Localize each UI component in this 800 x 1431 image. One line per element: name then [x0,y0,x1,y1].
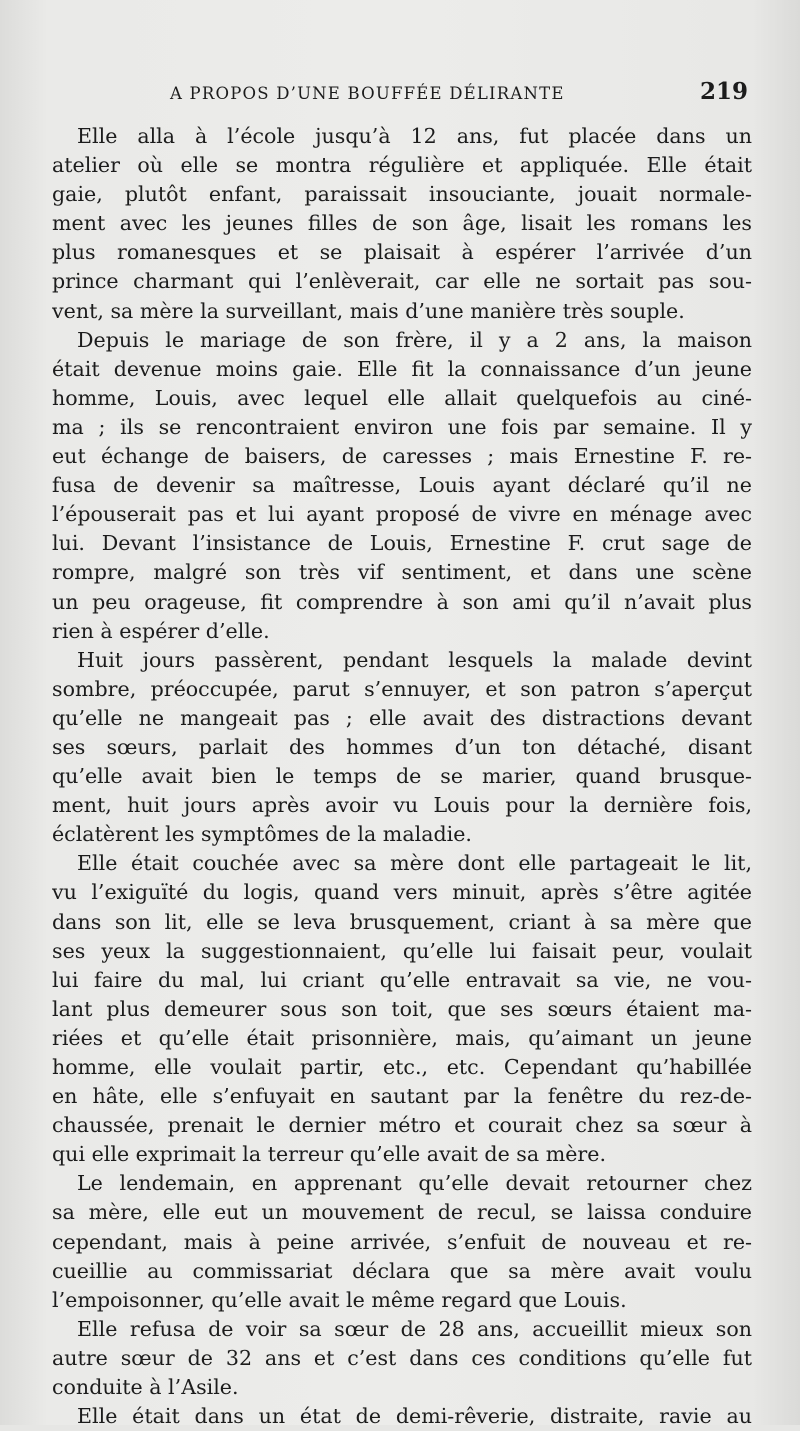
body-text [52,122,752,1431]
text-line: sombre, préoccupée, parut s’ennuyer, et son patron s’aperçut [52,676,752,701]
text-line: était devenue moins gaie. Elle fit la connaissance d’un jeune [52,356,752,381]
text-line: fusa de devenir sa maîtresse, Louis ayant déclaré qu’il ne [52,473,752,498]
text-line: rien à espérer d’elle. [52,618,270,643]
text-line: riées et qu’elle était prisonnière, mais, qu’aimant un jeune [52,1025,752,1050]
page-header [52,78,752,108]
text-line: lant plus demeurer sous son toit, que ses sœurs étaient ma- [52,996,752,1021]
text-line: ment avec les jeunes filles de son âge, lisait les romans les [52,211,752,236]
text-line: chaussée, prenait le dernier métro et courait chez sa sœur à [52,1113,752,1138]
text-line: Elle refusa de voir sa sœur de 28 ans, accueillit mieux son [77,1316,752,1341]
text-line: prince charmant qui l’enlèverait, car elle ne sortait pas sou- [52,269,752,294]
text-line: rompre, malgré son très vif sentiment, et dans une scène [52,560,752,585]
text-line: l’empoisonner, qu’elle avait le même regard que Louis. [52,1287,627,1312]
page-number: 219 [699,78,748,105]
text-line: éclatèrent les symptômes de la maladie. [52,822,472,847]
text-line: lui. Devant l’insistance de Louis, Ernestine F. crut sage de [52,531,752,556]
text-line: un peu orageuse, fit comprendre à son ami qu’il n’avait plus [52,589,752,614]
text-line: sa mère, elle eut un mouvement de recul, se laissa conduire [52,1200,752,1225]
text-line: qu’elle avait bien le temps de se marier, quand brusque- [52,764,752,789]
text-line: lui faire du mal, lui criant qu’elle entravait sa vie, ne vou- [52,967,752,992]
text-line: gaie, plutôt enfant, paraissait insouciante, jouait normale- [52,182,752,207]
text-line: plus romanesques et se plaisait à espérer l’arrivée d’un [52,240,752,265]
paragraph [52,122,752,326]
text-line: ses sœurs, parlait des hommes d’un ton détaché, disant [52,734,752,759]
text-line: en hâte, elle s’enfuyait en sautant par la fenêtre du rez-de- [52,1084,752,1109]
running-title: A PROPOS D’UNE BOUFFÉE DÉLIRANTE [170,84,565,103]
text-line: Le lendemain, en apprenant qu’elle devait retourner chez [77,1171,752,1196]
text-line: ses yeux la suggestionnaient, qu’elle lui faisait peur, voulait [52,938,752,963]
text-line: autre sœur de 32 ans et c’est dans ces conditions qu’elle fut [52,1345,752,1370]
paragraph [52,1315,752,1402]
paragraph [52,1169,752,1314]
text-line: homme, elle voulait partir, etc., etc. Cependant qu’habillée [52,1055,752,1079]
text-line: l’épouserait pas et lui ayant proposé de vivre en ménage avec [52,502,752,527]
text-line: eut échange de baisers, de caresses ; mais Ernestine F. re- [52,444,752,469]
text-line: ment, huit jours après avoir vu Louis pour la dernière fois, [52,793,752,818]
text-line: Huit jours passèrent, pendant lesquels la malade devint [77,647,752,672]
text-line: cependant, mais à peine arrivée, s’enfuit de nouveau et re- [52,1229,752,1254]
paragraph [52,646,752,850]
paragraph [52,326,752,646]
text-line: Elle était dans un état de demi-rêverie, distraite, ravie au [77,1404,752,1429]
text-line: conduite à l’Asile. [52,1375,239,1400]
text-line: vent, sa mère la surveillant, mais d’une manière très souple. [52,298,685,323]
text-line: qu’elle ne mangeait pas ; elle avait des distractions devant [52,705,752,730]
text-line: vu l’exiguïté du logis, quand vers minuit, après s’être agitée [52,880,752,905]
paragraph [52,849,752,1169]
text-line: Depuis le mariage de son frère, il y a 2 ans, la maison [77,327,752,352]
text-line: Elle était couchée avec sa mère dont elle partageait le lit, [77,851,752,876]
text-line: Elle alla à l’école jusqu’à 12 ans, fut placée dans un [77,124,752,148]
text-line: cueillie au commissariat déclara que sa mère avait voulu [52,1258,752,1283]
text-line: dans son lit, elle se leva brusquement, criant à sa mère que [52,909,752,934]
paragraph [52,1402,752,1431]
text-line: atelier où elle se montra régulière et appliquée. Elle était [52,153,752,178]
text-line: homme, Louis, avec lequel elle allait quelquefois au ciné- [52,385,752,410]
text-line: qui elle exprimait la terreur qu’elle avait de sa mère. [52,1142,606,1167]
text-line: ma ; ils se rencontraient environ une fois par semaine. Il y [52,414,752,439]
